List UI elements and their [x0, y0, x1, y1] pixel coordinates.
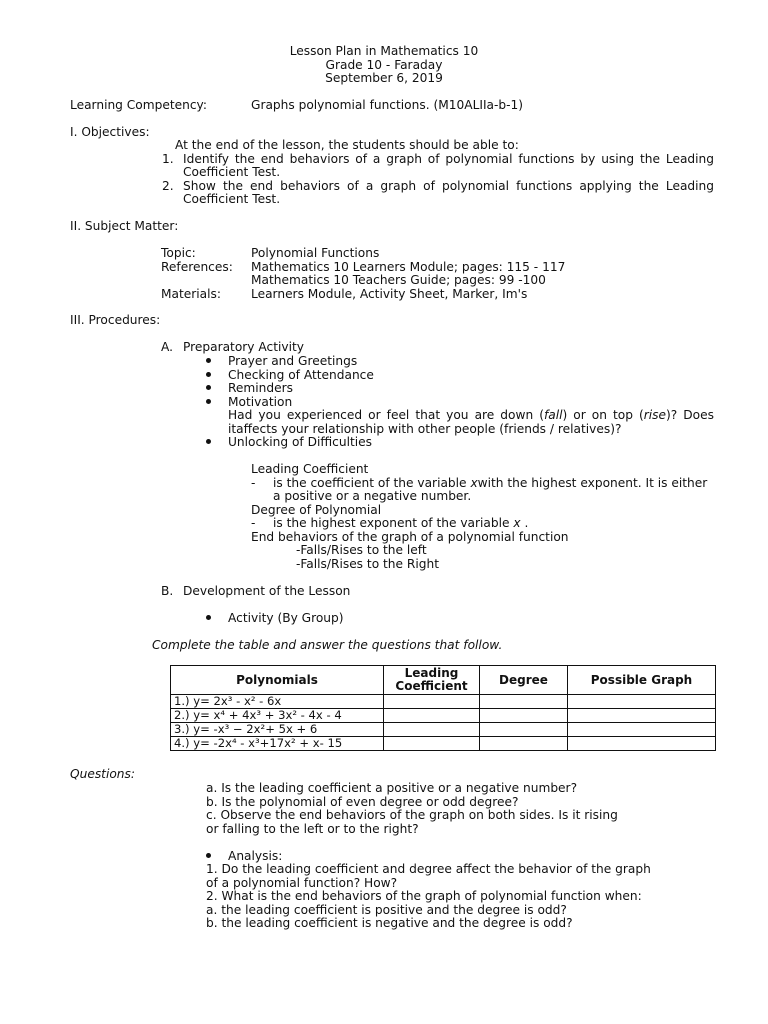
answer-cell[interactable]: [480, 709, 568, 723]
materials-label: Materials:: [161, 287, 221, 301]
section-b-title: Development of the Lesson: [183, 584, 351, 598]
answer-cell[interactable]: [480, 737, 568, 751]
table-instruction: Complete the table and answer the questions that follow.: [152, 638, 503, 652]
question-c-line2: or falling to the left or to the right?: [206, 822, 419, 836]
subject-heading: II. Subject Matter:: [70, 219, 179, 233]
document-title: Lesson Plan in Mathematics 10: [289, 44, 479, 58]
procedures-heading: III. Procedures:: [70, 313, 161, 327]
question-a: a. Is the leading coefficient a positive or a negative number?: [206, 781, 578, 795]
bullet-reminders: Reminders: [228, 381, 293, 395]
objective-2-line1: Show the end behaviors of a graph of polynomial functions applying the Leading: [183, 179, 714, 193]
references-value-2: Mathematics 10 Teachers Guide; pages: 99 -100: [251, 273, 546, 287]
bullet-motivation: Motivation: [228, 395, 293, 409]
analysis-question-1b: of a polynomial function? How?: [206, 876, 398, 890]
end-behavior-term: End behaviors of the graph of a polynomial function: [251, 530, 569, 544]
answer-cell[interactable]: [480, 723, 568, 737]
analysis-question-2b: b. the leading coefficient is negative and the degree is odd?: [206, 916, 573, 930]
answer-cell[interactable]: [384, 723, 480, 737]
topic-value: Polynomial Functions: [251, 246, 380, 260]
answer-cell[interactable]: [568, 695, 716, 709]
answer-cell[interactable]: [384, 709, 480, 723]
degree-term: Degree of Polynomial: [251, 503, 382, 517]
activity-table: [170, 665, 716, 751]
bullet-attendance: Checking of Attendance: [228, 368, 374, 382]
table-header-row: [171, 666, 716, 695]
objective-1-number: 1.: [162, 152, 174, 166]
answer-cell[interactable]: [568, 723, 716, 737]
table-row: [171, 695, 716, 709]
references-label: References:: [161, 260, 233, 274]
section-a-label: A.: [161, 340, 173, 354]
objectives-intro: At the end of the lesson, the students should be able to:: [175, 138, 519, 152]
questions-heading: Questions:: [70, 767, 135, 781]
question-b: b. Is the polynomial of even degree or odd degree?: [206, 795, 519, 809]
objective-1-line2: Coefficient Test.: [183, 165, 281, 179]
end-behavior-left: -Falls/Rises to the left: [296, 543, 427, 557]
table-row: [171, 709, 716, 723]
grade-section: Grade 10 - Faraday: [325, 58, 443, 72]
objectives-heading: I. Objectives:: [70, 125, 150, 139]
objective-2-number: 2.: [162, 179, 174, 193]
table-row: [171, 723, 716, 737]
leading-coefficient-term: Leading Coefficient: [251, 462, 369, 476]
polynomial-cell: 4.) y= -2x⁴ - x³+17x² + x- 15: [171, 737, 384, 751]
answer-cell[interactable]: [384, 695, 480, 709]
references-value-1: Mathematics 10 Learners Module; pages: 115 - 117: [251, 260, 566, 274]
bullet-dot: [206, 615, 211, 620]
polynomial-cell: 2.) y= x⁴ + 4x³ + 3x² - 4x - 4: [171, 709, 384, 723]
objective-2-line2: Coefficient Test.: [183, 192, 281, 206]
degree-definition: is the highest exponent of the variable x .: [273, 516, 529, 530]
bullet-prayer: Prayer and Greetings: [228, 354, 358, 368]
competency-value: Graphs polynomial functions. (M10ALIIa-b-1): [251, 98, 524, 112]
header-degree: Degree: [480, 666, 568, 695]
table-row: [171, 737, 716, 751]
analysis-heading: Analysis:: [228, 849, 283, 863]
lesson-date: September 6, 2019: [325, 71, 443, 85]
polynomial-cell: 1.) y= 2x³ - x² - 6x: [171, 695, 384, 709]
header-possible-graph: Possible Graph: [568, 666, 716, 695]
end-behavior-right: -Falls/Rises to the Right: [296, 557, 439, 571]
analysis-question-1a: 1. Do the leading coefficient and degree affect the behavior of the graph: [206, 862, 651, 876]
bullet-dot: [206, 853, 211, 858]
leading-coefficient-definition-1: is the coefficient of the variable xwith the highest exponent. It is either: [273, 476, 708, 490]
polynomial-cell: 3.) y= -x³ − 2x²+ 5x + 6: [171, 723, 384, 737]
bullet-dot: [206, 372, 211, 377]
motivation-question-line2: itaffects your relationship with other people (friends / relatives)?: [228, 422, 622, 436]
definition-dash: -: [251, 476, 256, 490]
bullet-dot: [206, 399, 211, 404]
section-b-label: B.: [161, 584, 174, 598]
question-c-line1: c. Observe the end behaviors of the graph on both sides. Is it rising: [206, 808, 618, 822]
bullet-unlocking: Unlocking of Difficulties: [228, 435, 372, 449]
analysis-question-2a: a. the leading coefficient is positive and the degree is odd?: [206, 903, 567, 917]
leading-coefficient-definition-2: a positive or a negative number.: [273, 489, 472, 503]
answer-cell[interactable]: [568, 737, 716, 751]
bullet-dot: [206, 385, 211, 390]
definition-dash: -: [251, 516, 256, 530]
topic-label: Topic:: [161, 246, 196, 260]
bullet-dot: [206, 358, 211, 363]
competency-label: Learning Competency:: [70, 98, 207, 112]
section-a-title: Preparatory Activity: [183, 340, 304, 354]
header-leading-coefficient: Leading Coefficient: [384, 666, 480, 695]
bullet-dot: [206, 439, 211, 444]
objective-1-line1: Identify the end behaviors of a graph of polynomial functions by using the Leading: [183, 152, 714, 166]
answer-cell[interactable]: [568, 709, 716, 723]
motivation-question-line1: Had you experienced or feel that you are down (fall) or on top (rise)? Does: [228, 408, 714, 422]
answer-cell[interactable]: [480, 695, 568, 709]
answer-cell[interactable]: [384, 737, 480, 751]
analysis-question-2: 2. What is the end behaviors of the graph of polynomial function when:: [206, 889, 642, 903]
bullet-activity: Activity (By Group): [228, 611, 344, 625]
header-polynomials: Polynomials: [171, 666, 384, 695]
materials-value: Learners Module, Activity Sheet, Marker, Im's: [251, 287, 528, 301]
